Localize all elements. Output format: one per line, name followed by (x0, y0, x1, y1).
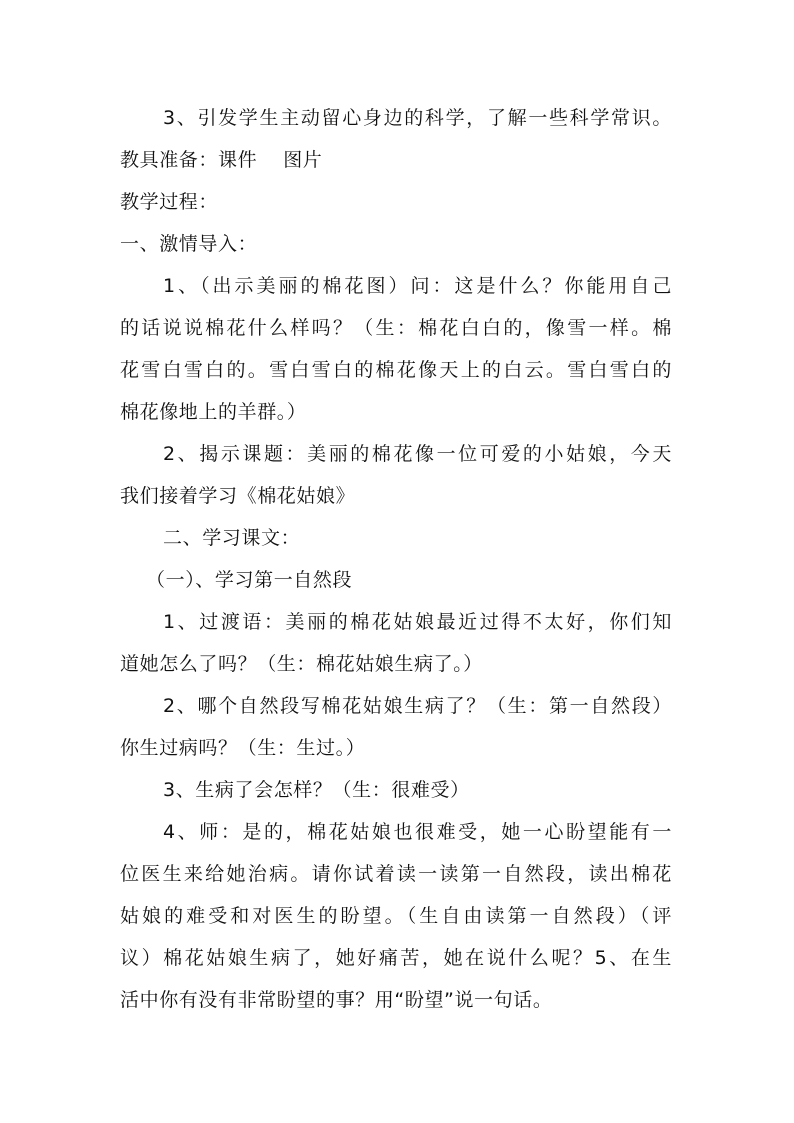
subsection-heading: （一）、学习第一自然段 (146, 569, 353, 591)
paragraph-line: 1、过渡语：美丽的棉花姑娘最近过得不太好，你们知 (163, 611, 672, 633)
section-heading-intro: 一、激情导入： (120, 233, 258, 255)
paragraph-line: 活中你有没有非常盼望的事？用“盼望”说一句话。 (120, 989, 553, 1011)
paragraph-line: 3、生病了会怎样？（生：很难受） (163, 779, 470, 801)
paragraph-line: 的话说说棉花什么样吗？（生：棉花白白的，像雪一样。棉 (120, 317, 672, 339)
paragraph-line: 2、揭示课题：美丽的棉花像一位可爱的小姑娘，今天 (163, 443, 672, 465)
paragraph-line: 我们接着学习《棉花姑娘》 (120, 485, 356, 507)
teaching-tools (120, 148, 680, 172)
paragraph-line: 议）棉花姑娘生病了，她好痛苦，她在说什么呢？5、在生 (120, 947, 672, 969)
paragraph-line: 你生过病吗？（生：生过。） (120, 737, 366, 759)
section-heading-study: 二、学习课文： (163, 527, 301, 549)
paragraph-line: 4、师：是的，棉花姑娘也很难受，她一心盼望能有一 (163, 821, 672, 843)
paragraph-line: 1、（出示美丽的棉花图）问：这是什么？你能用自己 (163, 275, 672, 297)
paragraph-line: 2、哪个自然段写棉花姑娘生病了？（生：第一自然段） (163, 695, 672, 717)
paragraph-line: 花雪白雪白的。雪白雪白的棉花像天上的白云。雪白雪白的 (120, 359, 672, 381)
section-heading-process: 教学过程： (120, 191, 219, 213)
paragraph-line: 棉花像地上的羊群。） (120, 401, 307, 423)
paragraph-line: 姑娘的难受和对医生的盼望。（生自由读第一自然段）（评 (120, 905, 672, 927)
paragraph-line: 道她怎么了吗？（生：棉花姑娘生病了。） (120, 653, 483, 675)
paragraph-line: 位医生来给她治病。请你试着读一读第一自然段，读出棉花 (120, 863, 672, 885)
objective-3: 3、引发学生主动留心身边的科学，了解一些科学常识。 (163, 107, 672, 129)
teaching-tools-item: 图片 (283, 149, 323, 171)
teaching-tools-label: 教具准备：课件 (120, 149, 258, 171)
